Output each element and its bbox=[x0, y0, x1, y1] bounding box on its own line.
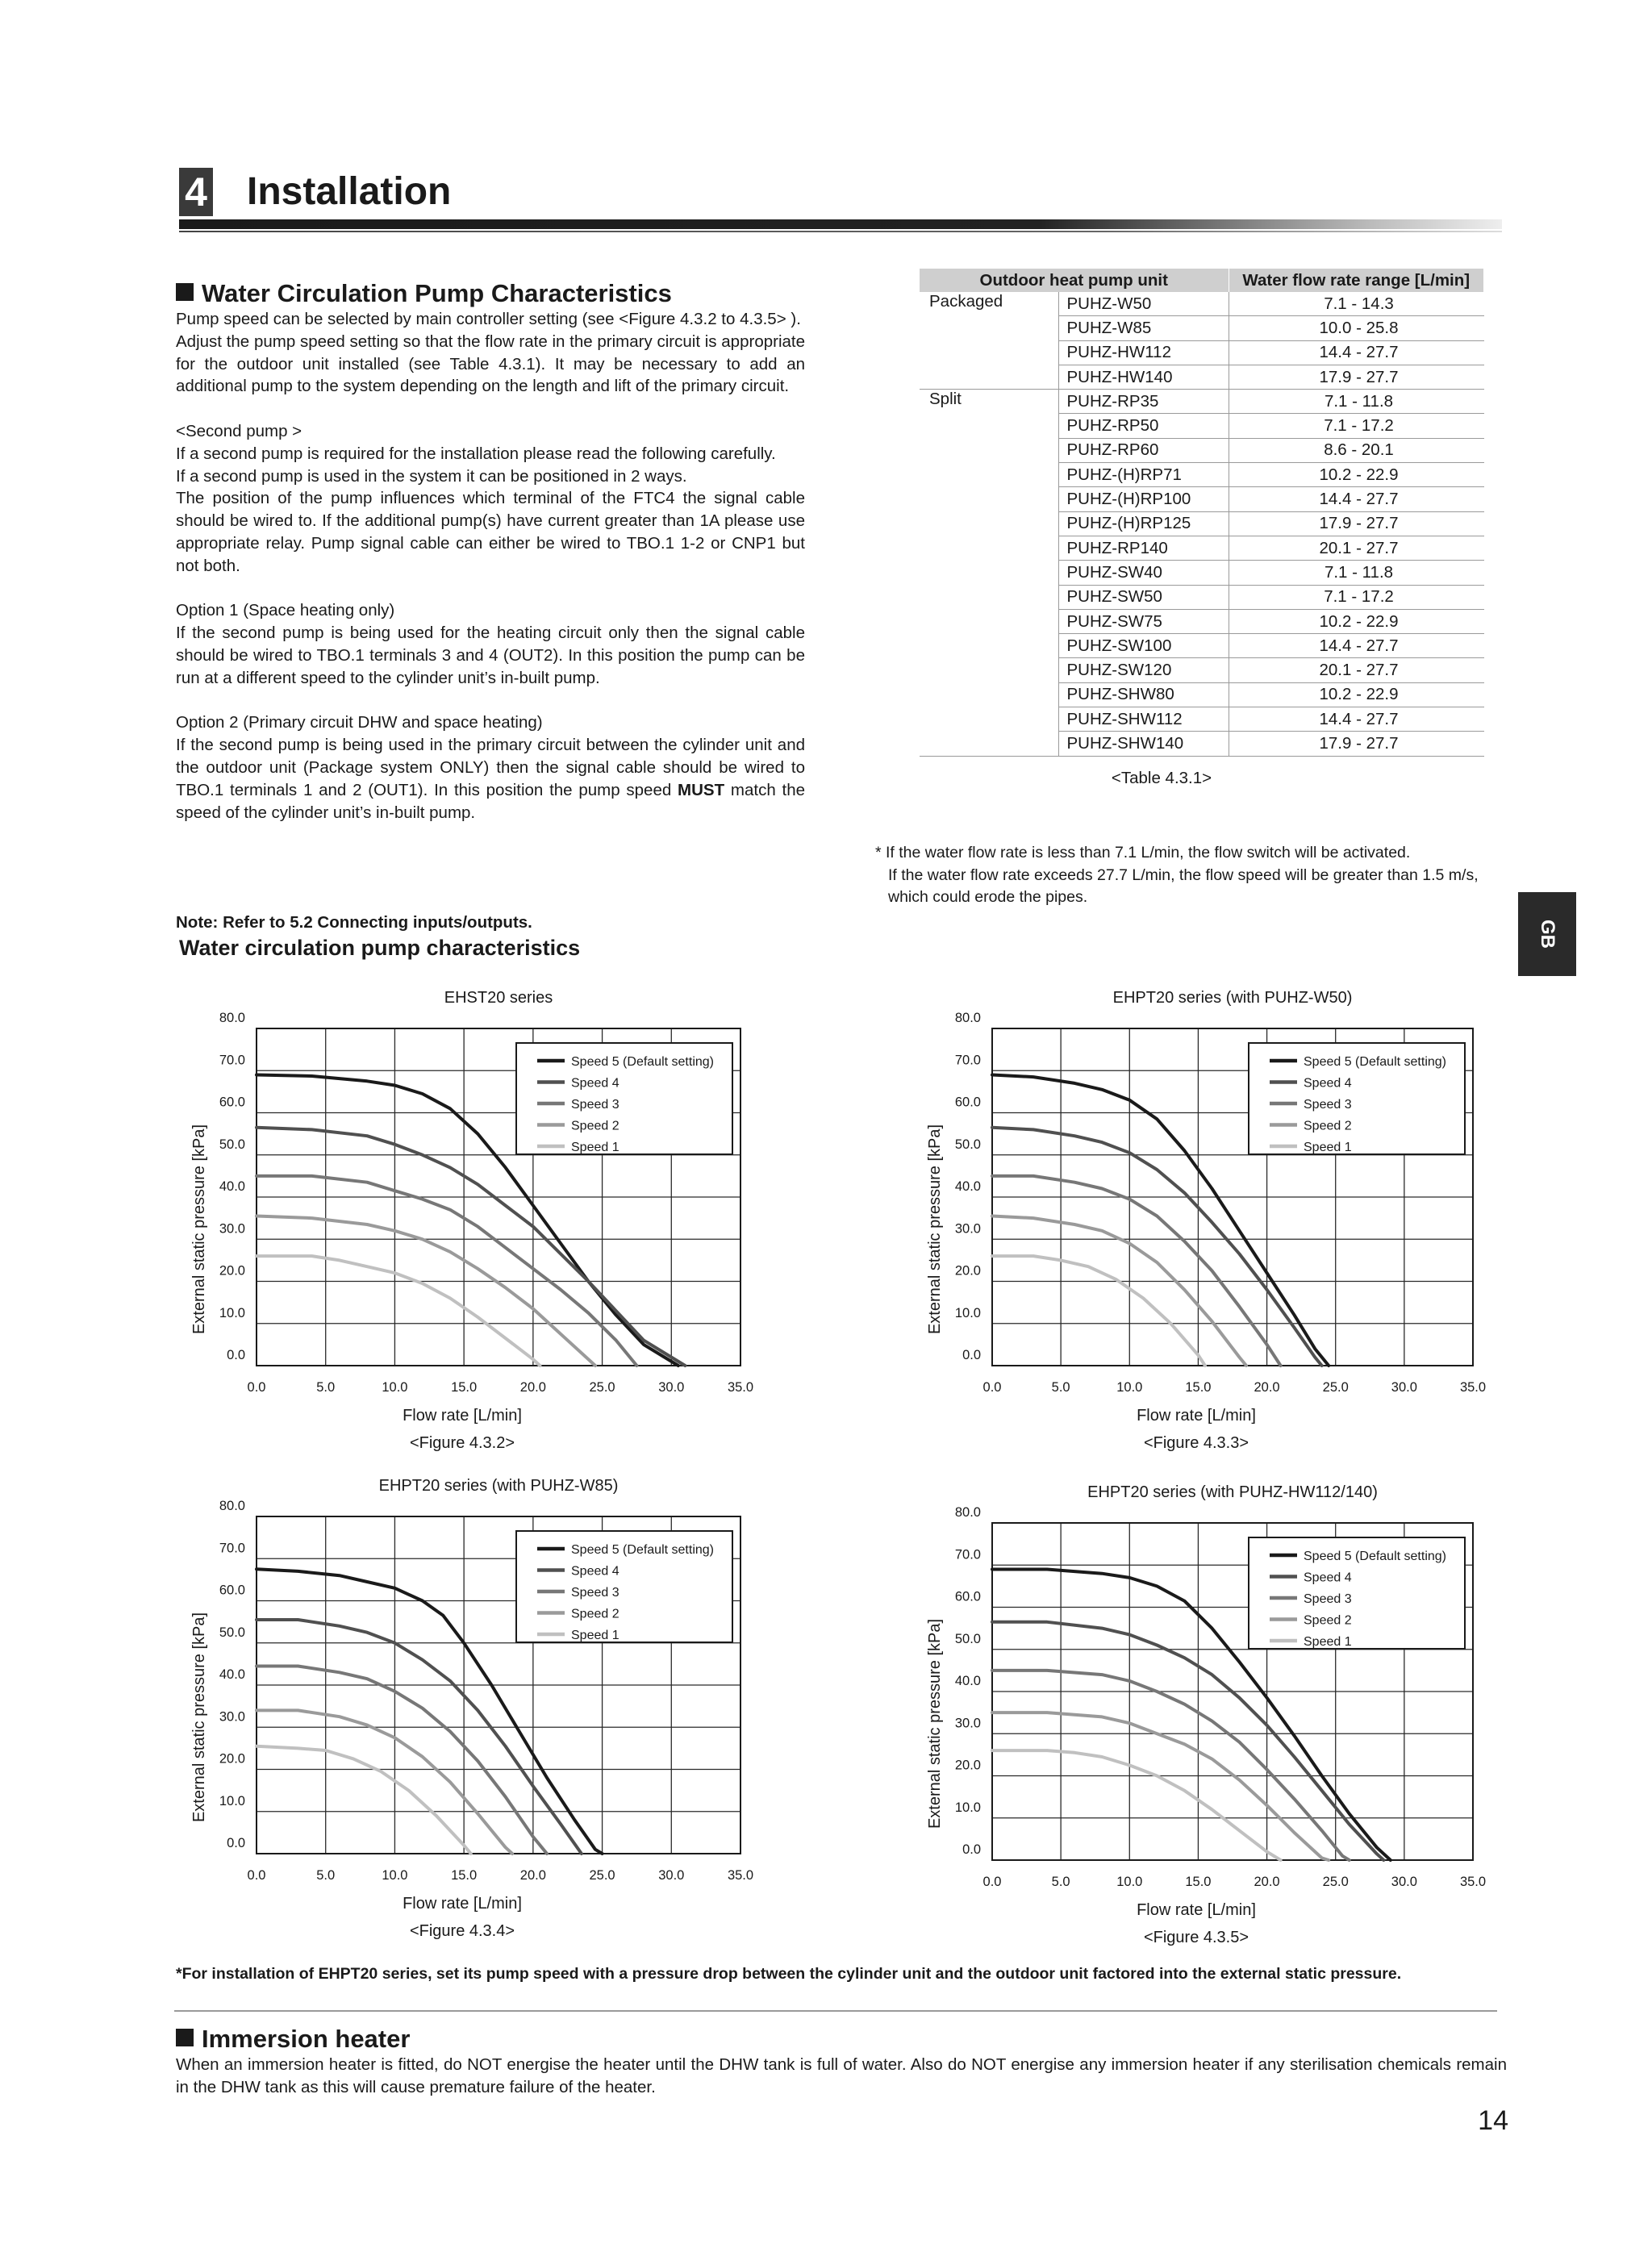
page-number: 14 bbox=[1478, 2105, 1508, 2136]
x-tick-label: 30.0 bbox=[1391, 1380, 1417, 1395]
x-axis-label: Flow rate [L/min] bbox=[1137, 1901, 1256, 1919]
series-line-speed-4 bbox=[992, 1622, 1383, 1860]
x-tick-label: 35.0 bbox=[727, 1380, 754, 1395]
footnote-1: * If the water flow rate is less than 7.1 L/min, the flow switch will be activated. bbox=[875, 844, 1411, 861]
y-tick-label: 10.0 bbox=[219, 1793, 245, 1808]
table-row bbox=[920, 561, 1484, 585]
y-tick-label: 60.0 bbox=[219, 1583, 245, 1598]
x-tick-label: 10.0 bbox=[1116, 1875, 1143, 1889]
table-cell-range: 7.1 - 11.8 bbox=[1229, 390, 1484, 414]
table-cell-model: PUHZ-SW100 bbox=[1058, 634, 1229, 658]
series-line-speed-1 bbox=[257, 1256, 540, 1366]
table-cell-group: Split bbox=[929, 390, 962, 409]
x-tick-label: 20.0 bbox=[519, 1380, 546, 1395]
figure-caption: <Figure 4.3.3> bbox=[1143, 1434, 1249, 1452]
para-1: Pump speed can be selected by main controller setting (see <Figure 4.3.2 to 4.3.5> ). bbox=[176, 310, 801, 328]
x-tick-label: 15.0 bbox=[1185, 1380, 1212, 1395]
table-cell-range: 7.1 - 17.2 bbox=[1229, 585, 1484, 609]
para-option2-title: Option 2 (Primary circuit DHW and space heating) bbox=[176, 713, 543, 732]
x-axis-label: Flow rate [L/min] bbox=[403, 1895, 522, 1913]
chart-title: EHPT20 series (with PUHZ-W50) bbox=[1112, 989, 1353, 1007]
table-cell-group bbox=[920, 609, 1058, 633]
table-cell-range: 14.4 - 27.7 bbox=[1229, 340, 1484, 365]
table-cell-group: Packaged bbox=[929, 292, 1003, 311]
table-cell-group bbox=[920, 463, 1058, 487]
table-cell-model: PUHZ-SHW80 bbox=[1058, 682, 1229, 707]
table-cell-group bbox=[920, 536, 1058, 560]
para-6: The position of the pump influences which terminal of the FTC4 the signal cable should be wired to. If the additional pump(s) have current greater than 1A please use appropriate relay. Pump signal cable can either be wired to TBO.1 1-2 or CNP1 but not both. bbox=[176, 489, 805, 575]
series-line-speed-3 bbox=[992, 1671, 1350, 1860]
legend-entry: Speed 5 (Default setting) bbox=[1304, 1550, 1446, 1563]
pump-description bbox=[176, 308, 805, 824]
y-tick-label: 70.0 bbox=[219, 1053, 245, 1068]
table-header-unit: Outdoor heat pump unit bbox=[920, 269, 1229, 292]
y-tick-label: 60.0 bbox=[954, 1095, 981, 1110]
table-cell-model: PUHZ-SW40 bbox=[1058, 561, 1229, 585]
table-row bbox=[920, 585, 1484, 609]
table-cell-range: 14.4 - 27.7 bbox=[1229, 707, 1484, 732]
x-tick-label: 10.0 bbox=[382, 1380, 408, 1395]
table-row bbox=[920, 414, 1484, 438]
para-2: Adjust the pump speed setting so that the flow rate in the primary circuit is appropriate for the outdoor unit installed (see Table 4.3.1). It may be necessary to add an additional pump to the system depending on the length and lift of the primary circuit. bbox=[176, 332, 805, 396]
x-axis-label: Flow rate [L/min] bbox=[1137, 1407, 1256, 1425]
y-tick-label: 20.0 bbox=[954, 1758, 981, 1773]
table-cell-model: PUHZ-(H)RP125 bbox=[1058, 511, 1229, 536]
header-rule-thin bbox=[179, 231, 1502, 232]
y-tick-label: 10.0 bbox=[954, 1800, 981, 1815]
y-axis-label: External static pressure [kPa] bbox=[926, 1618, 944, 1829]
legend-entry: Speed 2 bbox=[571, 1119, 620, 1133]
series-line-speed-1 bbox=[992, 1750, 1281, 1860]
series-line-speed-1 bbox=[992, 1256, 1205, 1366]
y-tick-label: 0.0 bbox=[227, 1836, 245, 1850]
x-tick-label: 5.0 bbox=[316, 1868, 336, 1883]
legend-entry: Speed 2 bbox=[571, 1607, 620, 1621]
series-line-speed-2 bbox=[257, 1710, 512, 1854]
y-tick-label: 70.0 bbox=[954, 1053, 981, 1068]
language-tab-label: GB bbox=[1537, 920, 1558, 949]
figure-caption: <Figure 4.3.2> bbox=[409, 1434, 515, 1452]
x-axis-label: Flow rate [L/min] bbox=[403, 1407, 522, 1425]
y-tick-label: 30.0 bbox=[954, 1221, 981, 1237]
table-cell-group bbox=[920, 732, 1058, 756]
table-row bbox=[920, 487, 1484, 511]
table-cell-group bbox=[920, 438, 1058, 462]
x-tick-label: 10.0 bbox=[1116, 1380, 1143, 1395]
x-tick-label: 30.0 bbox=[658, 1380, 685, 1395]
y-axis-label: External static pressure [kPa] bbox=[190, 1612, 208, 1823]
x-tick-label: 5.0 bbox=[1051, 1380, 1070, 1395]
x-tick-label: 25.0 bbox=[1322, 1875, 1349, 1889]
table-row bbox=[920, 707, 1484, 732]
table-row bbox=[920, 609, 1484, 633]
table-cell-model: PUHZ-RP50 bbox=[1058, 414, 1229, 438]
table-cell-model: PUHZ-(H)RP71 bbox=[1058, 463, 1229, 487]
table-cell-range: 17.9 - 27.7 bbox=[1229, 732, 1484, 756]
table-row bbox=[920, 365, 1484, 389]
language-tab bbox=[1518, 892, 1576, 976]
y-tick-label: 40.0 bbox=[954, 1674, 981, 1688]
table-cell-group bbox=[920, 561, 1058, 585]
x-tick-label: 30.0 bbox=[1391, 1875, 1417, 1889]
chart-title: EHPT20 series (with PUHZ-HW112/140) bbox=[1087, 1483, 1378, 1501]
legend-entry: Speed 3 bbox=[571, 1586, 620, 1600]
series-line-speed-2 bbox=[992, 1216, 1246, 1366]
x-tick-label: 0.0 bbox=[982, 1875, 1002, 1889]
table-row bbox=[920, 438, 1484, 462]
y-tick-label: 50.0 bbox=[219, 1137, 245, 1152]
chart-title: EHST20 series bbox=[444, 989, 553, 1007]
heading-square-icon bbox=[176, 2029, 194, 2046]
section-title: Installation bbox=[247, 170, 452, 213]
table-cell-range: 20.1 - 27.7 bbox=[1229, 536, 1484, 560]
pump-heading bbox=[176, 277, 672, 310]
table-cell-model: PUHZ-W50 bbox=[1058, 292, 1229, 316]
table-row bbox=[920, 536, 1484, 560]
flow-rate-table bbox=[920, 269, 1484, 757]
legend-entry: Speed 5 (Default setting) bbox=[571, 1055, 714, 1069]
table-cell-range: 7.1 - 17.2 bbox=[1229, 414, 1484, 438]
legend-entry: Speed 3 bbox=[1304, 1098, 1352, 1112]
table-cell-group bbox=[920, 511, 1058, 536]
charts-heading: Water circulation pump characteristics bbox=[179, 936, 581, 960]
y-tick-label: 70.0 bbox=[954, 1547, 981, 1562]
legend-entry: Speed 5 (Default setting) bbox=[1304, 1055, 1446, 1069]
table-caption: <Table 4.3.1> bbox=[1111, 769, 1212, 787]
table-cell-group bbox=[920, 414, 1058, 438]
y-tick-label: 80.0 bbox=[954, 1505, 981, 1520]
table-cell-model: PUHZ-HW112 bbox=[1058, 340, 1229, 365]
x-tick-label: 15.0 bbox=[1185, 1875, 1212, 1889]
y-axis-label: External static pressure [kPa] bbox=[926, 1124, 944, 1335]
x-tick-label: 35.0 bbox=[1459, 1380, 1487, 1395]
heading-square-icon bbox=[176, 283, 194, 301]
table-cell-range: 7.1 - 11.8 bbox=[1229, 561, 1484, 585]
table-row bbox=[920, 511, 1484, 536]
y-tick-label: 0.0 bbox=[962, 1348, 981, 1362]
x-tick-label: 25.0 bbox=[589, 1868, 615, 1883]
table-cell-model: PUHZ-RP60 bbox=[1058, 438, 1229, 462]
para-option2-text bbox=[176, 734, 805, 824]
y-tick-label: 80.0 bbox=[954, 1011, 981, 1025]
x-tick-label: 10.0 bbox=[382, 1868, 408, 1883]
series-line-speed-3 bbox=[257, 1667, 547, 1854]
series-line-speed-4 bbox=[257, 1128, 685, 1366]
x-tick-label: 20.0 bbox=[1254, 1380, 1280, 1395]
table-cell-range: 17.9 - 27.7 bbox=[1229, 365, 1484, 389]
table-cell-model: PUHZ-SW50 bbox=[1058, 585, 1229, 609]
footnote-3: which could erode the pipes. bbox=[888, 888, 1088, 907]
para-option1-title: Option 1 (Space heating only) bbox=[176, 601, 395, 620]
y-tick-label: 30.0 bbox=[954, 1716, 981, 1731]
legend-entry: Speed 3 bbox=[571, 1098, 620, 1112]
y-tick-label: 50.0 bbox=[954, 1631, 981, 1646]
y-tick-label: 50.0 bbox=[954, 1137, 981, 1152]
legend-entry: Speed 4 bbox=[571, 1564, 620, 1579]
x-tick-label: 15.0 bbox=[451, 1868, 478, 1883]
y-tick-label: 10.0 bbox=[954, 1305, 981, 1320]
table-cell-range: 10.2 - 22.9 bbox=[1229, 609, 1484, 633]
table-cell-range: 10.2 - 22.9 bbox=[1229, 682, 1484, 707]
table-row bbox=[920, 316, 1484, 340]
x-tick-label: 35.0 bbox=[727, 1868, 754, 1883]
immersion-heading bbox=[176, 2023, 410, 2055]
x-tick-label: 0.0 bbox=[247, 1868, 266, 1883]
x-tick-label: 0.0 bbox=[247, 1380, 266, 1395]
series-line-speed-3 bbox=[992, 1176, 1281, 1366]
table-cell-model: PUHZ-W85 bbox=[1058, 316, 1229, 340]
table-row bbox=[920, 682, 1484, 707]
table-cell-model: PUHZ-HW140 bbox=[1058, 365, 1229, 389]
table-row bbox=[920, 732, 1484, 756]
header-rule bbox=[179, 219, 1502, 229]
install-note: *For installation of EHPT20 series, set its pump speed with a pressure drop between the cylinder unit and the outdoor unit factored into the external static pressure. bbox=[176, 1965, 1402, 1983]
table-cell-group bbox=[920, 634, 1058, 658]
table-cell-group bbox=[920, 340, 1058, 365]
figure-caption: <Figure 4.3.5> bbox=[1143, 1929, 1249, 1946]
flow-footnotes bbox=[875, 842, 1521, 909]
table-cell-group bbox=[920, 585, 1058, 609]
y-axis-label: External static pressure [kPa] bbox=[190, 1124, 208, 1335]
table-cell-range: 8.6 - 20.1 bbox=[1229, 438, 1484, 462]
y-tick-label: 70.0 bbox=[219, 1541, 245, 1556]
pump-chart-2 bbox=[176, 972, 789, 1456]
x-tick-label: 25.0 bbox=[1322, 1380, 1349, 1395]
legend-entry: Speed 5 (Default setting) bbox=[571, 1543, 714, 1557]
table-cell-model: PUHZ-(H)RP100 bbox=[1058, 487, 1229, 511]
table-row bbox=[920, 463, 1484, 487]
note-inputs-outputs: Note: Refer to 5.2 Connecting inputs/outputs. bbox=[176, 913, 532, 932]
table-cell-model: PUHZ-SHW112 bbox=[1058, 707, 1229, 732]
table-cell-model: PUHZ-SW75 bbox=[1058, 609, 1229, 633]
option2-text-tail: match the speed of the cylinder unit’s in-built pump. bbox=[176, 780, 806, 822]
x-tick-label: 35.0 bbox=[1459, 1875, 1487, 1889]
table-cell-range: 14.4 - 27.7 bbox=[1229, 634, 1484, 658]
para-4: If a second pump is required for the installation please read the following carefully. bbox=[176, 444, 776, 463]
x-tick-label: 0.0 bbox=[982, 1380, 1002, 1395]
table-cell-range: 10.2 - 22.9 bbox=[1229, 463, 1484, 487]
pump-chart-5 bbox=[912, 1468, 1525, 1952]
table-cell-group bbox=[920, 682, 1058, 707]
option2-text-main: If the second pump is being used in the primary circuit between the cylinder unit and the outdoor unit (Package system ONLY) then the signal cable should be wired to TBO.1 terminals 1 and 2 (OUT1). In this position the pump speed bbox=[176, 736, 805, 799]
legend-entry: Speed 3 bbox=[1304, 1592, 1352, 1606]
table-cell-group bbox=[920, 487, 1058, 511]
y-tick-label: 80.0 bbox=[219, 1499, 245, 1513]
table-cell-model: PUHZ-SHW140 bbox=[1058, 732, 1229, 756]
x-tick-label: 15.0 bbox=[451, 1380, 478, 1395]
para-5: If a second pump is used in the system it can be positioned in 2 ways. bbox=[176, 466, 687, 486]
table-cell-range: 10.0 - 25.8 bbox=[1229, 316, 1484, 340]
table-row bbox=[920, 292, 1484, 316]
legend-entry: Speed 1 bbox=[1304, 1635, 1352, 1649]
legend-entry: Speed 2 bbox=[1304, 1613, 1352, 1628]
immersion-text: When an immersion heater is fitted, do NOT energise the heater until the DHW tank is full of water. Also do NOT energise any immersion heater if any sterilisation chemicals remain in the DHW tank as this will cause premature failure of the heater. bbox=[176, 2055, 1507, 2096]
legend-entry: Speed 1 bbox=[571, 1141, 620, 1154]
y-tick-label: 20.0 bbox=[954, 1263, 981, 1279]
x-tick-label: 20.0 bbox=[1254, 1875, 1280, 1889]
y-tick-label: 60.0 bbox=[219, 1095, 245, 1110]
table-cell-group bbox=[920, 707, 1058, 732]
series-line-speed-4 bbox=[992, 1128, 1322, 1366]
table-cell-model: PUHZ-SW120 bbox=[1058, 658, 1229, 682]
table-cell-model: PUHZ-RP140 bbox=[1058, 536, 1229, 560]
y-tick-label: 60.0 bbox=[954, 1589, 981, 1604]
y-tick-label: 30.0 bbox=[219, 1221, 245, 1237]
x-tick-label: 20.0 bbox=[519, 1868, 546, 1883]
y-tick-label: 0.0 bbox=[962, 1842, 981, 1857]
series-line-speed-1 bbox=[257, 1746, 471, 1854]
y-tick-label: 40.0 bbox=[219, 1667, 245, 1682]
table-cell-range: 7.1 - 14.3 bbox=[1229, 292, 1484, 316]
table-cell-model: PUHZ-RP35 bbox=[1058, 390, 1229, 414]
table-cell-group bbox=[920, 658, 1058, 682]
para-second-pump-title: <Second pump > bbox=[176, 421, 302, 440]
y-tick-label: 20.0 bbox=[219, 1263, 245, 1279]
legend-entry: Speed 4 bbox=[1304, 1571, 1352, 1585]
x-tick-label: 5.0 bbox=[316, 1380, 336, 1395]
y-tick-label: 30.0 bbox=[219, 1709, 245, 1725]
legend-entry: Speed 2 bbox=[1304, 1119, 1352, 1133]
chart-title: EHPT20 series (with PUHZ-W85) bbox=[378, 1477, 619, 1495]
table-row bbox=[920, 658, 1484, 682]
table-row bbox=[920, 634, 1484, 658]
footnote-2: If the water flow rate exceeds 27.7 L/min, the flow speed will be greater than 1.5 m/s, bbox=[888, 866, 1479, 884]
table-row bbox=[920, 340, 1484, 365]
pump-heading-text: Water Circulation Pump Characteristics bbox=[202, 279, 672, 307]
y-tick-label: 20.0 bbox=[219, 1751, 245, 1767]
figure-caption: <Figure 4.3.4> bbox=[409, 1922, 515, 1940]
x-tick-label: 30.0 bbox=[658, 1868, 685, 1883]
table-cell-group bbox=[920, 316, 1058, 340]
table-header-range: Water flow rate range [L/min] bbox=[1229, 269, 1484, 292]
table-cell-range: 20.1 - 27.7 bbox=[1229, 658, 1484, 682]
section-number: 4 bbox=[179, 168, 213, 216]
legend-entry: Speed 4 bbox=[1304, 1076, 1352, 1091]
table-cell-group bbox=[920, 365, 1058, 389]
legend-entry: Speed 1 bbox=[571, 1629, 620, 1642]
y-tick-label: 0.0 bbox=[227, 1348, 245, 1362]
legend-entry: Speed 4 bbox=[571, 1076, 620, 1091]
table-cell-range: 14.4 - 27.7 bbox=[1229, 487, 1484, 511]
pump-chart-3 bbox=[912, 972, 1525, 1456]
immersion-heading-text: Immersion heater bbox=[202, 2025, 411, 2053]
y-tick-label: 50.0 bbox=[219, 1625, 245, 1640]
legend-entry: Speed 1 bbox=[1304, 1141, 1352, 1154]
section-divider bbox=[174, 2010, 1497, 2012]
x-tick-label: 25.0 bbox=[589, 1380, 615, 1395]
x-tick-label: 5.0 bbox=[1051, 1875, 1070, 1889]
y-tick-label: 40.0 bbox=[219, 1179, 245, 1194]
table-cell-range: 17.9 - 27.7 bbox=[1229, 511, 1484, 536]
y-tick-label: 40.0 bbox=[954, 1179, 981, 1194]
pump-chart-4 bbox=[176, 1468, 789, 1952]
para-option1-text: If the second pump is being used for the heating circuit only then the signal cable should be wired to TBO.1 terminals 3 and 4 (OUT2). In this position the pump can be run at a different speed to the cylinder unit’s in-built pump. bbox=[176, 624, 805, 687]
y-tick-label: 10.0 bbox=[219, 1305, 245, 1320]
table-row bbox=[920, 390, 1484, 414]
option2-emphasis: MUST bbox=[678, 780, 725, 799]
y-tick-label: 80.0 bbox=[219, 1011, 245, 1025]
series-line-speed-2 bbox=[992, 1712, 1329, 1860]
